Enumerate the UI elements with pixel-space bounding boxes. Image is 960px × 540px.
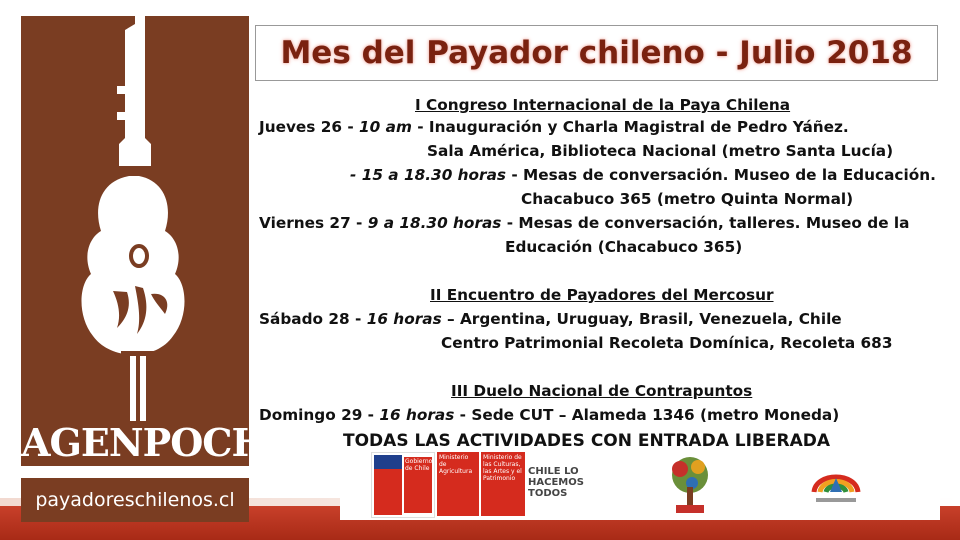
duelo-line-1: [259, 405, 839, 425]
flag-red-icon: [374, 469, 402, 515]
congreso-line-2: Sala América, Biblioteca Nacional (metro Santa Lucía): [427, 142, 894, 160]
congreso-line-6: Educación (Chacabuco 365): [505, 238, 743, 256]
event-desc: – Argentina, Uruguay, Brasil, Venezuela, Chile: [441, 310, 842, 328]
congreso-line-3: [350, 165, 936, 185]
page-title: Mes del Payador chileno - Julio 2018: [280, 35, 913, 71]
day-label: Jueves 26: [259, 118, 343, 136]
website-link[interactable]: [21, 478, 249, 522]
event-desc: Inauguración y Charla Magistral de Pedro Yáñez.: [428, 118, 849, 136]
day-label: Viernes 27: [259, 214, 351, 232]
time-label: 10 am: [359, 118, 412, 136]
separator: -: [362, 406, 380, 424]
time-label: 15 a 18.30 horas: [361, 166, 507, 184]
brand-panel: [21, 16, 267, 466]
website-label: payadoreschilenos.cl: [35, 489, 235, 511]
tree-logo-icon: [666, 455, 714, 515]
agricultura-logo: Ministerio de Agricultura: [437, 452, 479, 516]
title-box: [255, 25, 938, 81]
day-label: Domingo 29: [259, 406, 363, 424]
separator: -: [349, 310, 367, 328]
time-label: 9 a 18.30 horas: [367, 214, 502, 232]
congreso-line-1: [259, 117, 849, 137]
cultura-logo: Ministerio de las Culturas, las Artes y el Patrimonio: [481, 452, 525, 516]
chile-lo-hacemos-logo: CHILE LO HACEMOS TODOS: [528, 466, 584, 499]
event-desc: - Mesas de conversación. Museo de la Educación.: [506, 166, 936, 184]
brand-name: AGENPOCH: [21, 420, 267, 465]
gobierno-logo: [371, 452, 435, 518]
free-entry-notice: TODAS LAS ACTIVIDADES CON ENTRADA LIBERADA: [343, 431, 831, 451]
encuentro-heading: II Encuentro de Payadores del Mercosur: [430, 286, 774, 304]
time-label: 16 horas: [379, 406, 455, 424]
event-desc: - Mesas de conversación, talleres. Museo de la: [501, 214, 910, 232]
time-label: 16 horas: [366, 310, 442, 328]
rainbow-logo-icon: [806, 458, 866, 510]
encuentro-line-1: [259, 309, 842, 329]
guitar-logo-icon: [21, 16, 249, 426]
gobierno-label: Gobierno de Chile: [404, 457, 432, 513]
flag-blue-icon: [374, 455, 402, 469]
day-label: Sábado 28: [259, 310, 350, 328]
separator: -: [411, 118, 429, 136]
duelo-heading: III Duelo Nacional de Contrapuntos: [451, 382, 753, 400]
separator: -: [342, 118, 360, 136]
congreso-line-4: Chacabuco 365 (metro Quinta Normal): [521, 190, 854, 208]
congreso-heading: I Congreso Internacional de la Paya Chilena: [415, 96, 791, 114]
separator: -: [350, 166, 362, 184]
event-desc: - Sede CUT – Alameda 1346 (metro Moneda): [454, 406, 840, 424]
separator: -: [350, 214, 368, 232]
congreso-line-5: [259, 213, 909, 233]
encuentro-line-2: Centro Patrimonial Recoleta Domínica, Recoleta 683: [441, 334, 893, 352]
